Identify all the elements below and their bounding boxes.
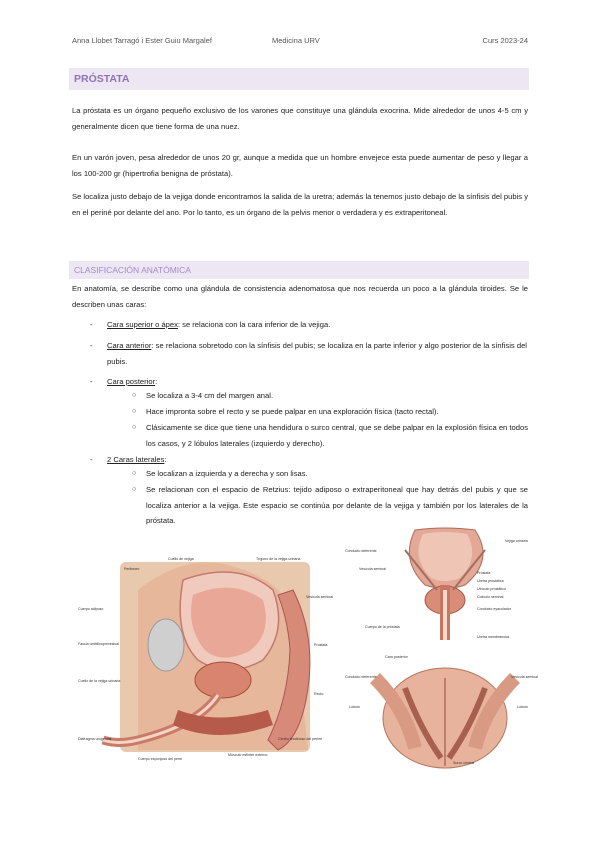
posterior-illustration (345, 648, 538, 770)
face-title: Cara posterior (107, 377, 156, 386)
bullet-dash: - (90, 377, 93, 386)
fig1-label: Trígono de la vejiga urinaria (256, 557, 301, 561)
anatomy-intro-paragraph: En anatomía, se describe como una glándula de consistencia adenomatosa que nos recuerda un poco a la glándula tiroides. Se le describen unas caras: (72, 284, 528, 309)
fig1-label: Músculo esfínter externo (228, 753, 268, 757)
face-title: Cara superior o ápex (107, 320, 178, 329)
bullet-dash: - (90, 341, 93, 350)
section-heading: PRÓSTATA (69, 68, 529, 90)
fig3-label: Cara posterior (385, 655, 408, 659)
fig3-label: Conducto deferente (345, 675, 377, 679)
figure-sagittal-section (78, 550, 340, 764)
fig3-label: Lóbulo (517, 705, 528, 709)
face-text: : (164, 455, 167, 464)
fig2-label: Conducto eyaculador (477, 607, 511, 611)
header-authors: Anna Llobet Tarragó i Ester Guiu Margalef (72, 36, 212, 45)
circle-bullet-icon: ○ (132, 486, 137, 493)
intro-paragraph-3: Se localiza justo debajo de la vejiga donde encontramos la salida de la uretra; además la tenemos justo debajo de la sínfisis del pubis y en el periné por delante del ano. Por lo tanto, es un órgano de la pelvis menor o verdadera y es extraperitoneal. (72, 192, 528, 217)
fig1-label: Fascia umbilicoprevesical (78, 642, 119, 646)
fig2-label: Utrículo prostático (477, 587, 506, 591)
fig1-label: Próstata (314, 643, 328, 647)
bullet-dash: - (90, 320, 93, 329)
face-title: 2 Caras laterales (107, 455, 165, 464)
page-header (72, 36, 528, 50)
fig1-label: Cuello de la vejiga urinaria (78, 679, 121, 683)
fig1-label: Centro tendinoso del periné (278, 737, 323, 741)
subsection-heading: CLASIFICACIÓN ANATÓMICA (69, 261, 529, 279)
fig3-label: Vesícula seminal (511, 675, 538, 679)
intro-paragraph-1: La próstata es un órgano pequeño exclusivo de los varones que constituye una glándula exocrina. Mide alrededor de unos 4-5 cm y generalmente dicen que tiene forma de una nuez. (72, 106, 528, 131)
header-subject: Medicina URV (272, 36, 320, 45)
sagittal-illustration (78, 550, 340, 764)
circle-bullet-icon: ○ (132, 392, 137, 399)
fig1-label: Peritoneo (124, 567, 140, 571)
fig2-label: Conducto deferente (345, 549, 377, 553)
fig2-label: Uretra prostática (477, 579, 504, 583)
fig1-label: Cuerpo esponjoso del pene (138, 757, 182, 761)
fig2-label: Próstata (477, 571, 491, 575)
face-text: : se relaciona sobretodo con la sínfisis del pubis; se localiza en la parte inferior y algo posterior de la sínfisis del pubis. (107, 341, 527, 366)
fig1-label: Cuerpo adiposo (78, 607, 104, 611)
fig1-label: Diafragma urogenital (78, 737, 112, 741)
circle-bullet-icon: ○ (132, 408, 137, 415)
fig2-label: Vejiga urinaria (505, 539, 528, 543)
fig2-label: Colículo seminal (477, 595, 504, 599)
figure-coronal-section (345, 530, 535, 642)
header-course: Curs 2023-24 (482, 36, 528, 45)
coronal-illustration (345, 530, 535, 642)
fig3-label: Surco central (453, 761, 475, 765)
intro-paragraph-2: En un varón joven, pesa alrededor de unos 20 gr, aunque a medida que un hombre envejece esta puede aumentar de peso y llegar a los 100-200 gr (hipertrofia benigna de próstata). (72, 153, 528, 178)
bullet-dash: - (90, 455, 93, 464)
fig1-label: Cuello de vejiga (168, 557, 194, 561)
fig1-label: Recto (314, 692, 324, 696)
face-text: : se relaciona con la cara inferior de la vejiga. (177, 320, 331, 329)
fig2-label: Cuerpo de la próstata (365, 625, 400, 629)
fig1-label: Vesícula seminal (306, 595, 333, 599)
face-text: : (155, 377, 158, 386)
fig3-label: Lóbulo (349, 705, 360, 709)
fig2-label: Vesícula seminal (359, 567, 386, 571)
circle-bullet-icon: ○ (132, 470, 137, 477)
circle-bullet-icon: ○ (132, 424, 137, 431)
face-title: Cara anterior (107, 341, 152, 350)
figure-posterior-view (345, 648, 538, 770)
fig2-label: Uretra membranosa (477, 635, 509, 639)
